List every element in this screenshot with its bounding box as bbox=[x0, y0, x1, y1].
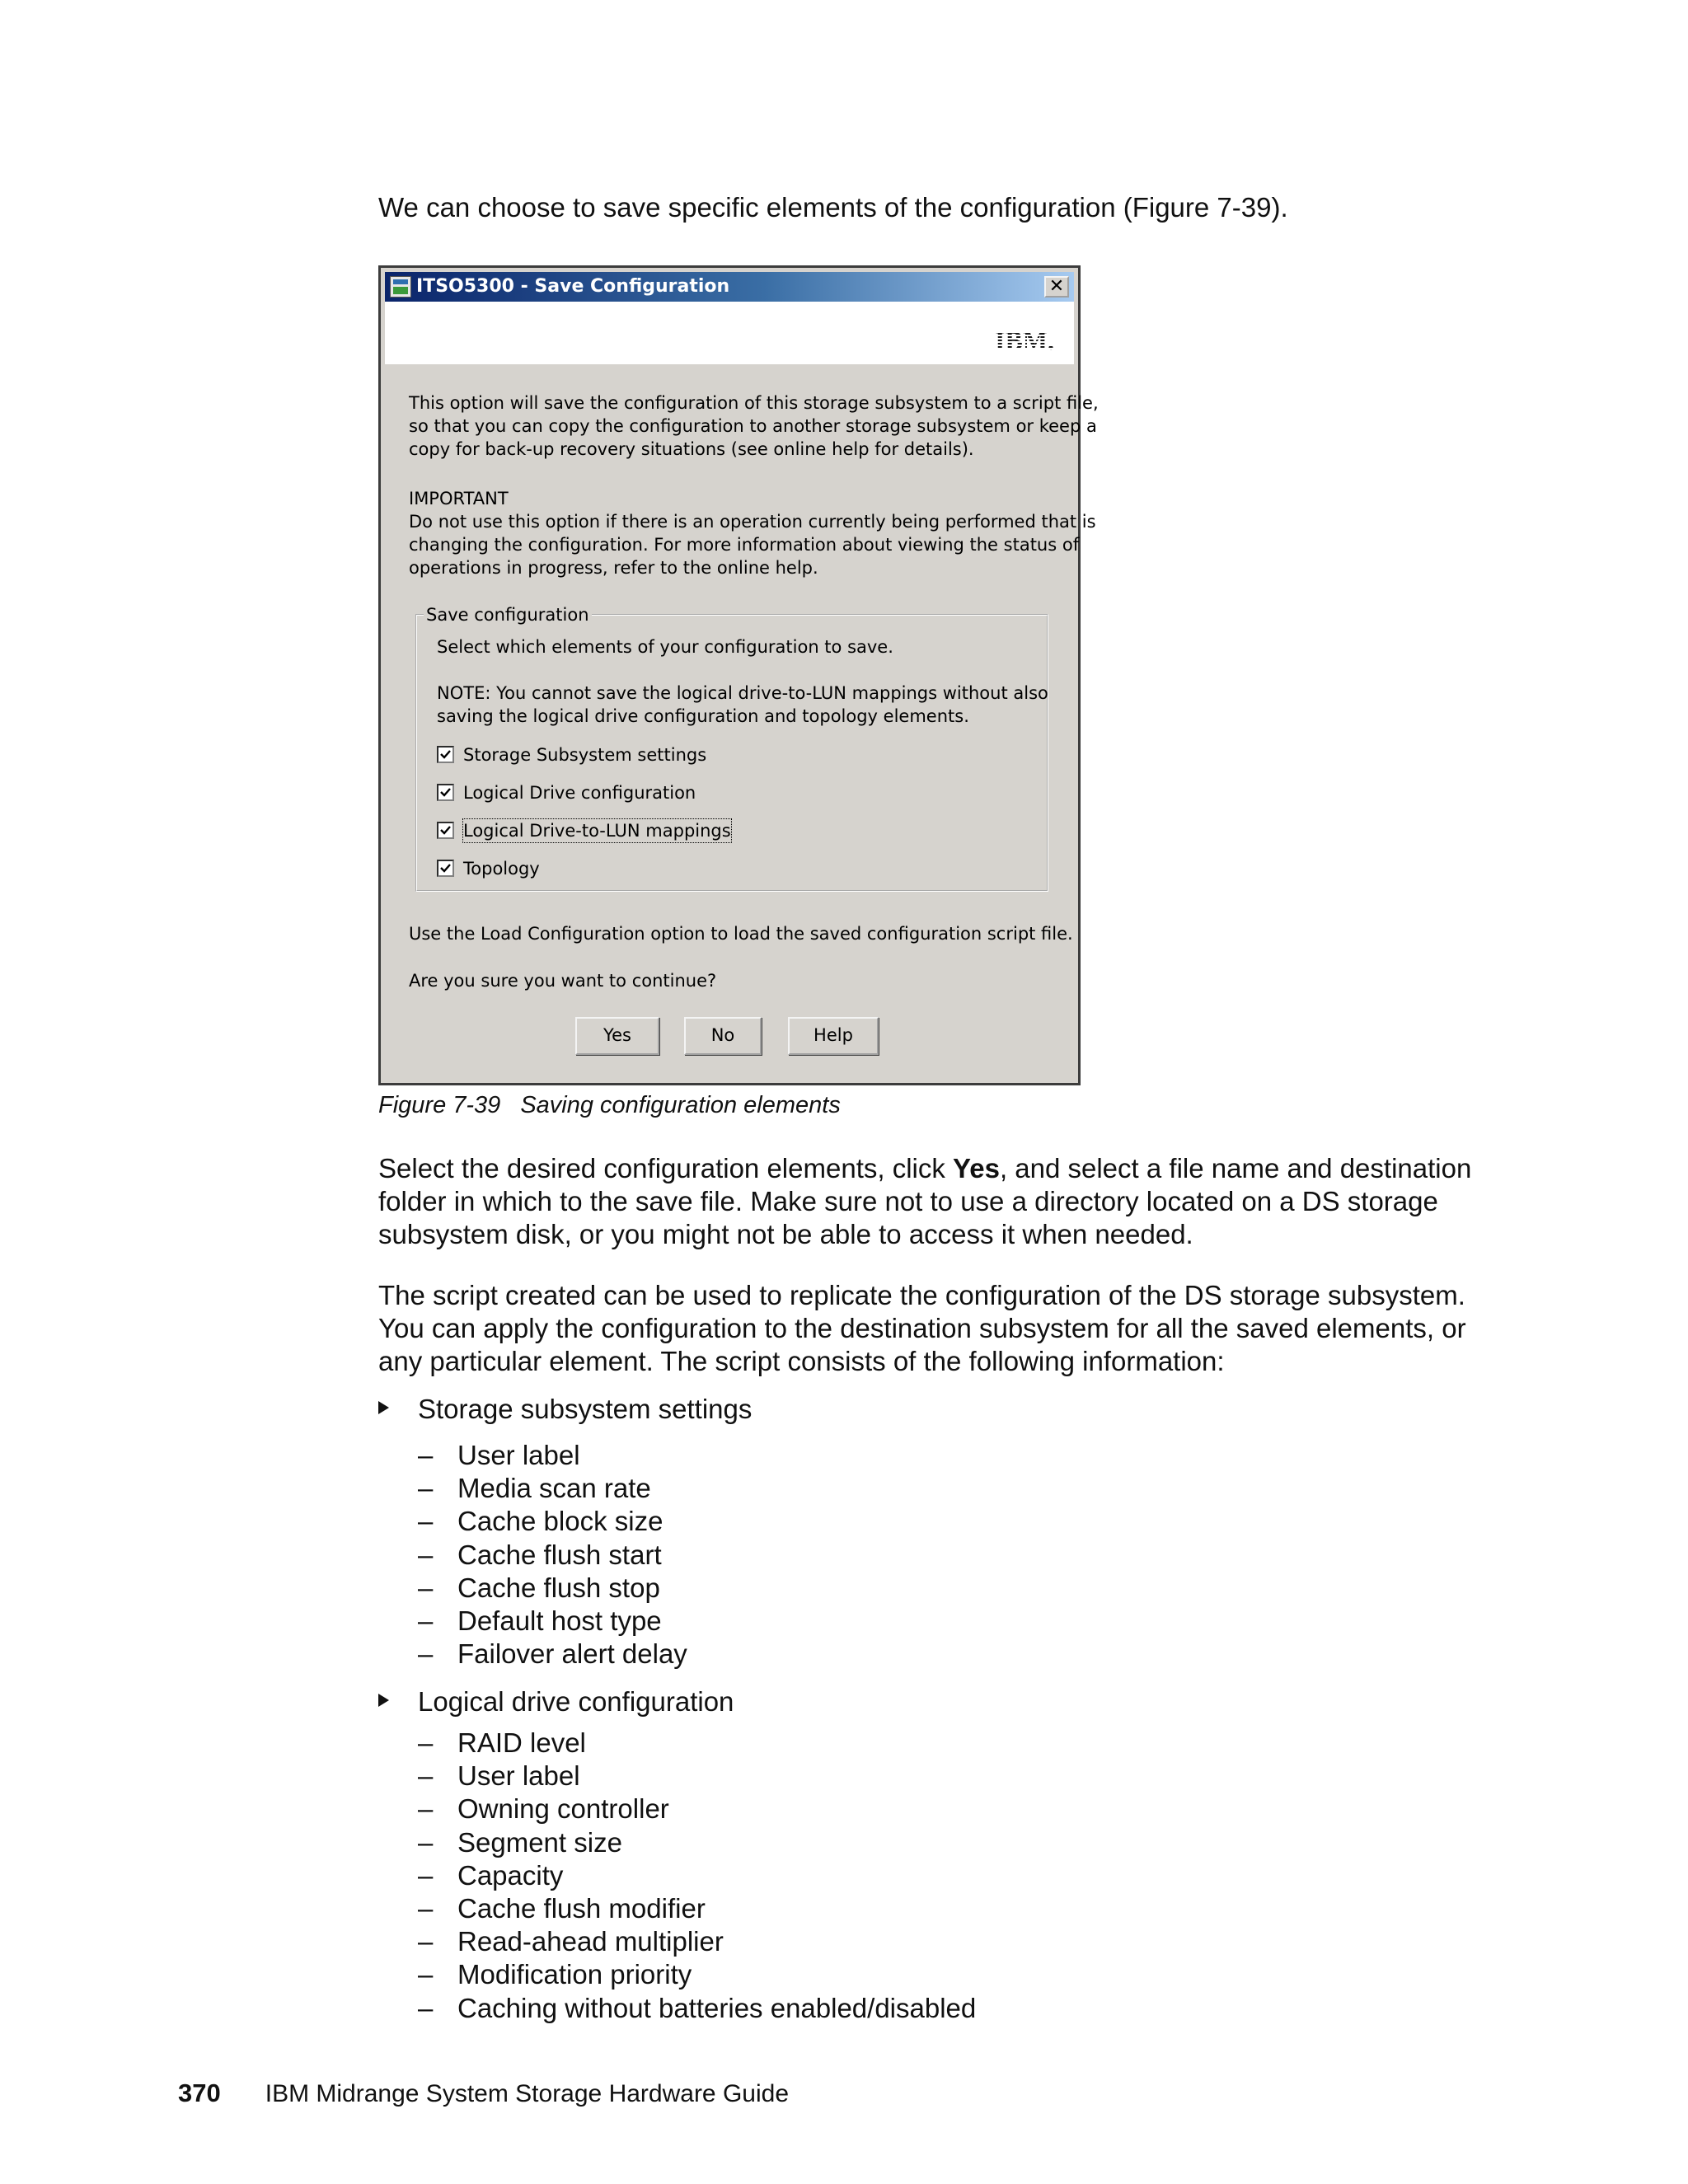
list-item bbox=[418, 1572, 687, 1605]
list-item-text: User label bbox=[457, 1440, 580, 1470]
list-item bbox=[418, 1760, 976, 1793]
dash-marker: – bbox=[418, 1992, 434, 2023]
important-heading: IMPORTANT bbox=[409, 489, 509, 509]
text-line: copy for back-up recovery situations (see online help for details). bbox=[409, 439, 974, 459]
checkmark-icon bbox=[439, 862, 452, 874]
dash-marker: – bbox=[418, 1793, 434, 1825]
bullet-label: Logical drive configuration bbox=[418, 1686, 734, 1717]
figure-number: Figure 7-39 bbox=[378, 1092, 501, 1118]
checkbox[interactable] bbox=[437, 784, 454, 801]
dash-marker: – bbox=[418, 1760, 434, 1792]
list-item bbox=[418, 1892, 976, 1925]
bullet-triangle-icon bbox=[378, 1401, 389, 1414]
checkmark-icon bbox=[439, 824, 452, 837]
dash-marker: – bbox=[418, 1572, 434, 1603]
list-item-text: Read-ahead multiplier bbox=[457, 1926, 724, 1957]
list-item bbox=[418, 1727, 976, 1760]
page-number: 370 bbox=[178, 2079, 221, 2107]
dash-marker: – bbox=[418, 1539, 434, 1570]
list-item bbox=[418, 1992, 976, 2025]
group-legend: Save configuration bbox=[424, 604, 592, 626]
select-elements-paragraph bbox=[378, 1152, 1499, 1251]
checkbox[interactable] bbox=[437, 746, 454, 763]
ibm-logo-text: IBM. bbox=[995, 326, 1054, 354]
group-note bbox=[437, 682, 1048, 728]
list-item bbox=[418, 1925, 976, 1958]
list-item bbox=[418, 1505, 687, 1538]
list-item-text: Failover alert delay bbox=[457, 1638, 687, 1670]
text-line: saving the logical drive configuration and topology elements. bbox=[437, 706, 969, 726]
no-button[interactable]: No bbox=[684, 1017, 762, 1055]
figure-title: Saving configuration elements bbox=[520, 1092, 841, 1118]
checkbox-label[interactable]: Storage Subsystem settings bbox=[463, 745, 707, 765]
script-description-paragraph: The script created can be used to replicate the configuration of the DS storage subsystem. You can apply the configuration to the destination subsystem for all the saved elements, or any particular element. The script consists of the following information: bbox=[378, 1280, 1466, 1376]
list-item bbox=[418, 1826, 976, 1859]
yes-button[interactable]: Yes bbox=[575, 1017, 659, 1055]
help-button[interactable]: Help bbox=[788, 1017, 879, 1055]
text-line: changing the configuration. For more information about viewing the status of bbox=[409, 535, 1080, 555]
text-line: Do not use this option if there is an operation currently being performed that is bbox=[409, 512, 1096, 532]
text-run: , and select a file name and destination folder in which to the save file. Make sure not to use a directory located on a DS storage subsystem disk, or you might not be able to access it when needed. bbox=[378, 1153, 1472, 1249]
list-item bbox=[418, 1859, 976, 1892]
load-configuration-note: Use the Load Configuration option to load the saved configuration script file. bbox=[409, 924, 1073, 944]
ibm-logo bbox=[995, 326, 1061, 354]
list-item bbox=[418, 1439, 687, 1472]
list-item-text: Modification priority bbox=[457, 1959, 692, 1990]
list-item bbox=[418, 1539, 687, 1572]
text-line: NOTE: You cannot save the logical drive-to-LUN mappings without also bbox=[437, 683, 1048, 703]
save-configuration-dialog bbox=[378, 265, 1099, 1085]
group-instruction: Select which elements of your configuration to save. bbox=[437, 637, 893, 657]
dash-marker: – bbox=[418, 1959, 434, 1990]
list-item-text: Cache flush stop bbox=[457, 1572, 660, 1603]
text-run: Select the desired configuration elements, click bbox=[378, 1153, 954, 1183]
dash-marker: – bbox=[418, 1727, 434, 1758]
checkbox-label[interactable]: Logical Drive configuration bbox=[463, 783, 696, 803]
checkbox-label[interactable]: Topology bbox=[463, 859, 540, 879]
checkbox[interactable] bbox=[437, 860, 454, 877]
dialog-banner bbox=[385, 302, 1074, 364]
list-item-text: Default host type bbox=[457, 1605, 662, 1637]
dialog-title: ITSO5300 - Save Configuration bbox=[416, 276, 730, 297]
book-title: IBM Midrange System Storage Hardware Guide bbox=[265, 2080, 790, 2107]
list-item-text: User label bbox=[457, 1760, 580, 1792]
page-footer bbox=[178, 2079, 789, 2109]
list-item-text: Caching without batteries enabled/disabled bbox=[457, 1992, 977, 2023]
list-item-text: Cache flush modifier bbox=[457, 1893, 706, 1924]
list-item-text: Cache flush start bbox=[457, 1539, 662, 1570]
list-item bbox=[418, 1638, 687, 1671]
list-item-text: RAID level bbox=[457, 1727, 586, 1758]
dash-marker: – bbox=[418, 1473, 434, 1504]
logical-drive-list bbox=[418, 1727, 976, 2025]
text-line: so that you can copy the configuration to another storage subsystem or keep a bbox=[409, 416, 1097, 436]
figure-caption bbox=[378, 1090, 841, 1120]
bullet-label: Storage subsystem settings bbox=[418, 1394, 753, 1424]
list-item-text: Cache block size bbox=[457, 1506, 663, 1537]
close-button[interactable]: ✕ bbox=[1044, 276, 1069, 298]
text-line: This option will save the configuration of this storage subsystem to a script file, bbox=[409, 393, 1099, 413]
text-line: operations in progress, refer to the online help. bbox=[409, 558, 818, 578]
continue-question: Are you sure you want to continue? bbox=[409, 971, 717, 991]
dash-marker: – bbox=[418, 1893, 434, 1924]
app-icon bbox=[390, 276, 411, 298]
dash-marker: – bbox=[418, 1926, 434, 1957]
intro-paragraph: We can choose to save specific elements of the configuration (Figure 7-39). bbox=[378, 192, 1288, 223]
checkmark-icon bbox=[439, 748, 452, 761]
checkmark-icon bbox=[439, 786, 452, 799]
dash-marker: – bbox=[418, 1826, 434, 1858]
dash-marker: – bbox=[418, 1605, 434, 1637]
list-item bbox=[418, 1605, 687, 1638]
important-body bbox=[409, 510, 1096, 579]
list-item bbox=[418, 1793, 976, 1825]
list-item-text: Media scan rate bbox=[457, 1473, 651, 1504]
dash-marker: – bbox=[418, 1440, 434, 1470]
dash-marker: – bbox=[418, 1506, 434, 1537]
bullet-triangle-icon bbox=[378, 1694, 389, 1707]
dash-marker: – bbox=[418, 1859, 434, 1891]
list-item-text: Capacity bbox=[457, 1859, 564, 1891]
dash-marker: – bbox=[418, 1638, 434, 1670]
storage-settings-list bbox=[418, 1439, 687, 1671]
bold-yes: Yes bbox=[953, 1153, 1000, 1183]
list-item-text: Segment size bbox=[457, 1826, 622, 1858]
dialog-titlebar bbox=[385, 272, 1074, 302]
list-item bbox=[418, 1958, 976, 1991]
dialog-description bbox=[409, 391, 1099, 461]
list-item bbox=[418, 1472, 687, 1505]
list-item-text: Owning controller bbox=[457, 1793, 669, 1825]
checkbox-label[interactable]: Logical Drive-to-LUN mappings bbox=[463, 821, 731, 841]
checkbox[interactable] bbox=[437, 822, 454, 839]
save-configuration-group bbox=[415, 605, 1048, 892]
